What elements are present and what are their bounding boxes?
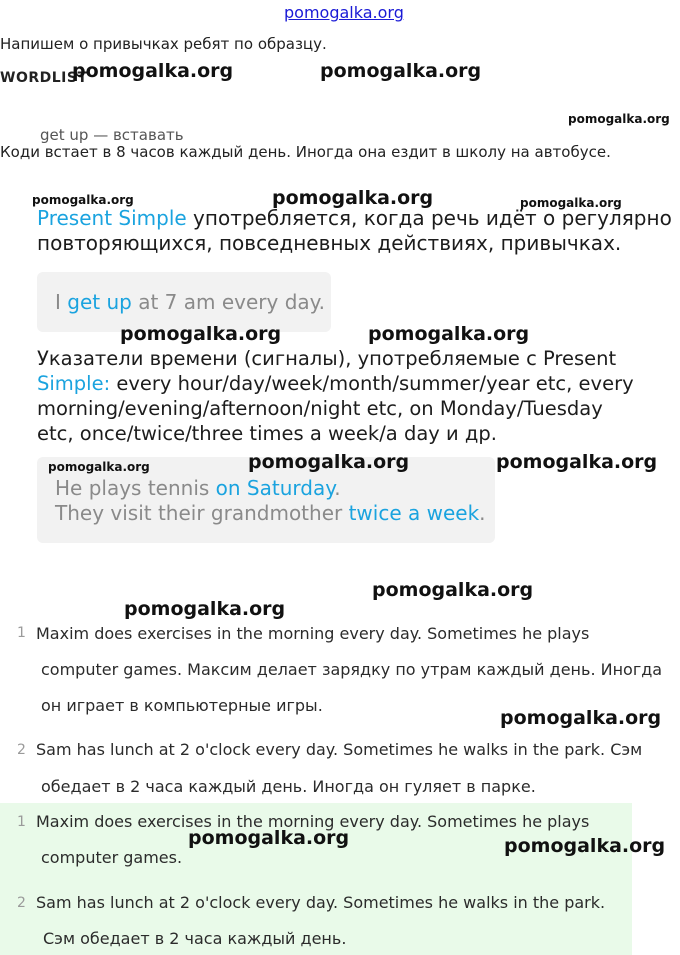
example-1-highlight: get up — [67, 290, 132, 314]
task-instruction: Напишем о привычках ребят по образцу. — [0, 35, 327, 53]
example-2a-pre: He plays tennis — [55, 476, 216, 500]
answer-number: 2 — [17, 742, 26, 758]
rule-line-2: повторяющихся, повседневных действиях, привычках. — [37, 231, 622, 255]
example-2-line-1 — [55, 476, 341, 500]
example-2b-pre: They visit their grandmother — [55, 501, 349, 525]
watermark: pomogalka.org — [32, 193, 134, 207]
example-2-line-2 — [55, 501, 486, 525]
signals-line-1: Указатели времени (сигналы), употребляемые с Present — [37, 347, 617, 370]
example-2b-post: . — [479, 501, 486, 525]
watermark: pomogalka.org — [368, 323, 530, 345]
watermark: pomogalka.org — [496, 451, 658, 473]
watermark: pomogalka.org — [120, 323, 282, 345]
rule-text: употребляется, когда речь идёт о регулярно — [186, 206, 672, 230]
example-sentence: Коди встает в 8 часов каждый день. Иногда она ездит в школу на автобусе. — [0, 143, 611, 161]
watermark: pomogalka.org — [272, 187, 434, 209]
highlight-answer-1-line-1: Maxim does exercises in the morning every day. Sometimes he plays — [36, 812, 590, 831]
watermark: pomogalka.org — [500, 707, 662, 729]
watermark: pomogalka.org — [188, 827, 350, 849]
signals-line-2 — [37, 371, 634, 396]
watermark: pomogalka.org — [320, 60, 482, 82]
signals-list-1: every hour/day/week/month/summer/year etc, every — [110, 372, 634, 395]
answer-number: 2 — [17, 895, 26, 911]
example-2b-highlight: twice a week — [348, 501, 480, 525]
example-1 — [55, 290, 325, 314]
example-2a-post: . — [334, 476, 341, 500]
signals-line-4: etc, once/twice/three times a week/a day и др. — [37, 422, 497, 445]
rule-term: Present Simple — [37, 206, 187, 230]
watermark: pomogalka.org — [124, 598, 286, 620]
highlight-answer-1-line-2: computer games. — [41, 848, 183, 867]
example-1-post: at 7 am every day. — [131, 290, 325, 314]
answer-1-line-2: computer games. Максим делает зарядку по утрам каждый день. Иногда — [41, 660, 663, 679]
answer-number: 1 — [17, 814, 26, 830]
answer-2-line-2: обедает в 2 часа каждый день. Иногда он гуляет в парке. — [41, 777, 536, 796]
example-1-pre: I — [55, 290, 68, 314]
signals-term: Simple: — [37, 372, 111, 395]
example-2a-highlight: on Saturday — [215, 476, 335, 500]
highlight-answer-2-line-2: Сэм обедает в 2 часа каждый день. — [43, 929, 347, 948]
highlight-answer-2-line-1: Sam has lunch at 2 o'clock every day. Sometimes he walks in the park. — [36, 893, 606, 912]
answer-1-line-1: Maxim does exercises in the morning every day. Sometimes he plays — [36, 624, 590, 643]
site-link[interactable]: pomogalka.org — [284, 3, 404, 22]
watermark: pomogalka.org — [504, 835, 666, 857]
watermark: pomogalka.org — [48, 460, 150, 474]
answer-number: 1 — [17, 625, 26, 641]
wordlist-heading: WORDLIST — [0, 70, 88, 86]
watermark: pomogalka.org — [372, 579, 534, 601]
watermark: pomogalka.org — [72, 60, 234, 82]
answer-2-line-1: Sam has lunch at 2 o'clock every day. Sometimes he walks in the park. Сэм — [36, 740, 643, 759]
watermark: pomogalka.org — [568, 112, 670, 126]
watermark: pomogalka.org — [248, 451, 410, 473]
answer-1-line-3: он играет в компьютерные игры. — [41, 696, 323, 715]
wordlist-entry-cut: get up — вставать — [40, 126, 184, 144]
signals-line-3: morning/evening/afternoon/night etc, on Monday/Tuesday — [37, 397, 603, 420]
watermark: pomogalka.org — [520, 196, 622, 210]
